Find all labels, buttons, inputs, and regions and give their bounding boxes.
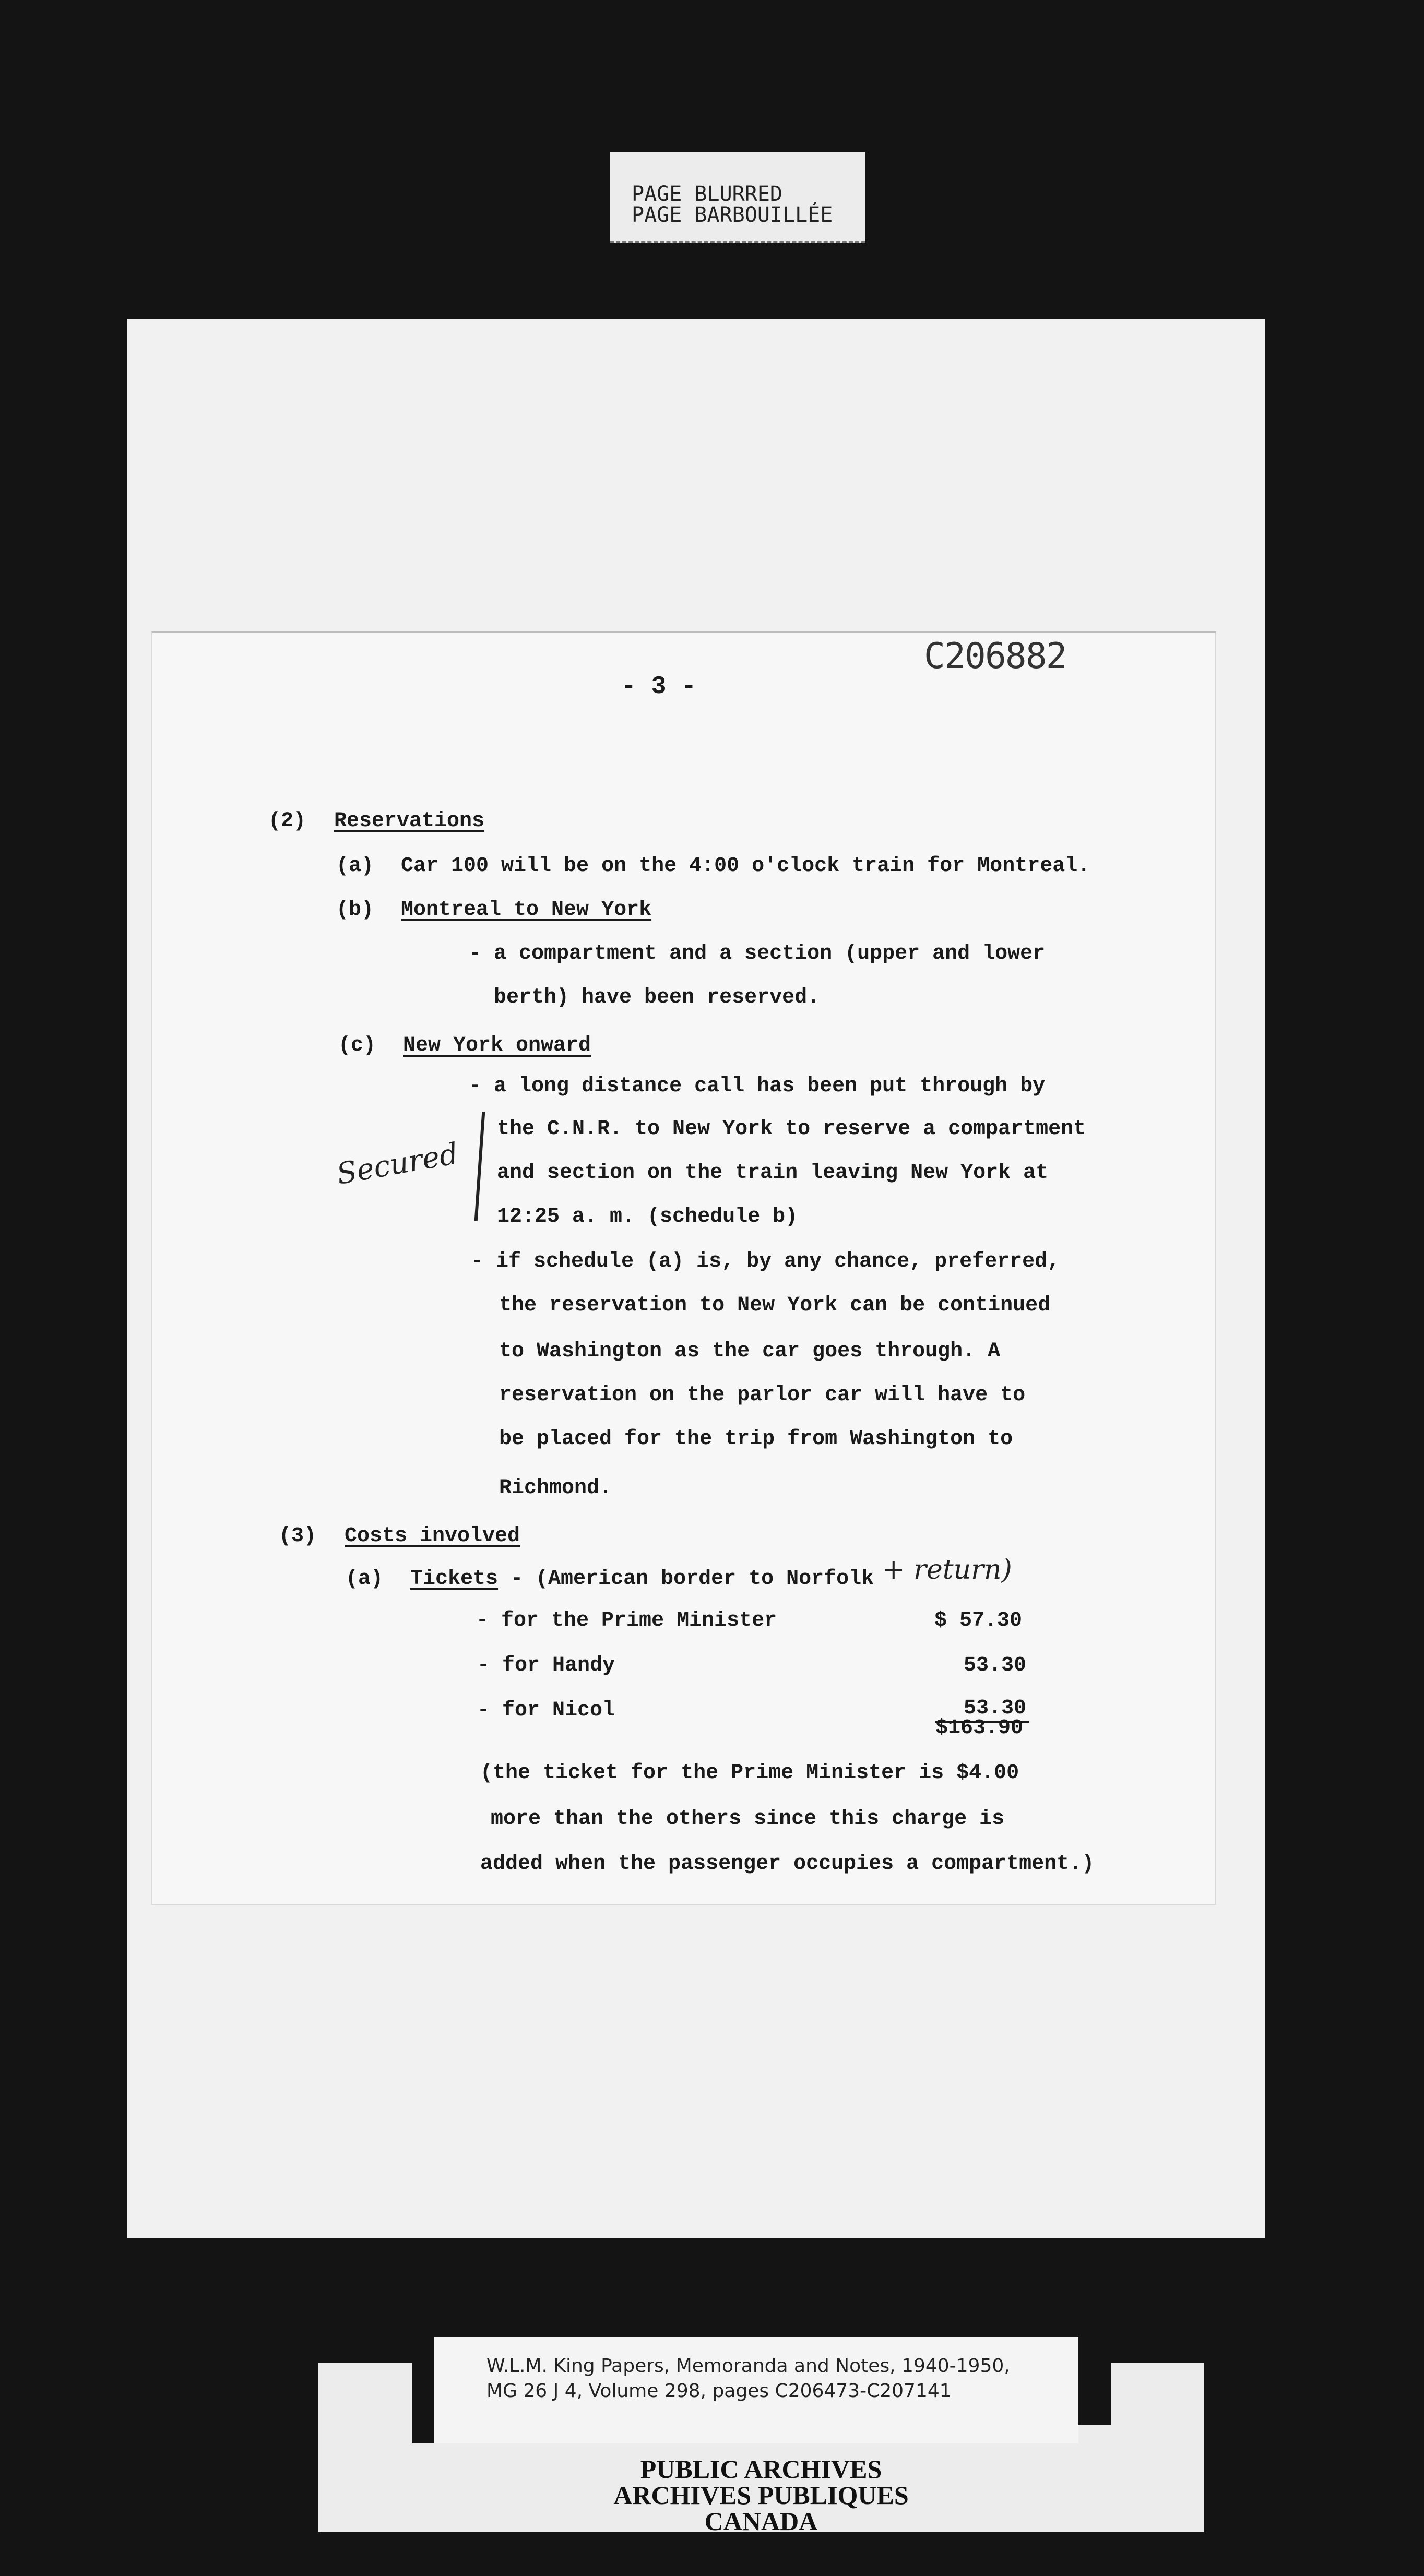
tickets-route: - (American border to Norfolk: [498, 1567, 874, 1591]
item-b-label: (b): [336, 898, 374, 922]
item-c-line-10: Richmond.: [499, 1476, 612, 1500]
item-c-line-8: reservation on the parlor car will have to: [499, 1384, 1026, 1407]
page-blurred-en: PAGE BLURRED: [632, 182, 782, 206]
item-a-text: Car 100 will be on the 4:00 o'clock train for Montreal.: [401, 854, 1090, 878]
item-c-line-4: 12:25 a. m. (schedule b): [497, 1205, 798, 1229]
handwritten-return: + return): [882, 1554, 1012, 1585]
cost-amount-handy: 53.30: [964, 1654, 1027, 1677]
cost-label-prime-minister: - for the Prime Minister: [476, 1609, 777, 1632]
note-line-3: added when the passenger occupies a compartment.): [480, 1852, 1095, 1876]
document-number: C206882: [924, 636, 1066, 677]
page-number: - 3 -: [621, 673, 697, 701]
cost-amount-prime-minister: $ 57.30: [934, 1609, 1023, 1632]
page-blurred-label: [610, 152, 865, 243]
cost-amount-nicol: 53.30: [964, 1697, 1027, 1720]
item-c-line-2: the C.N.R. to New York to reserve a compartment: [497, 1117, 1086, 1141]
item-c-line-7: to Washington as the car goes through. A: [499, 1340, 1001, 1363]
note-line-1: (the ticket for the Prime Minister is $4.00: [480, 1761, 1019, 1785]
section-2-number: (2): [268, 809, 306, 833]
tickets-label: (a): [346, 1567, 384, 1591]
tickets-heading: [410, 1568, 874, 1591]
stamp-line-2: ARCHIVES PUBLIQUES: [613, 2480, 909, 2510]
item-c-line-1: - a long distance call has been put through by: [469, 1075, 1046, 1098]
handwritten-secured: Secured: [334, 1137, 461, 1191]
section-2-title: Reservations: [334, 809, 485, 833]
page-blurred-fr: PAGE BARBOUILLÉE: [632, 203, 833, 227]
item-c-line-3: and section on the train leaving New York at: [497, 1161, 1049, 1185]
cost-total: $163.90: [935, 1716, 1024, 1740]
item-a-label: (a): [336, 854, 374, 878]
note-line-2: more than the others since this charge is: [491, 1807, 1005, 1831]
item-b-line-2: berth) have been reserved.: [494, 986, 820, 1009]
item-c-line-5: - if schedule (a) is, by any chance, preferred,: [471, 1250, 1060, 1273]
cost-label-nicol: - for Nicol: [477, 1699, 615, 1722]
cost-label-handy: - for Handy: [477, 1654, 615, 1677]
section-3-title: Costs involved: [345, 1524, 520, 1548]
item-c-line-6: the reservation to New York can be continued: [499, 1294, 1051, 1317]
tickets-title: Tickets: [410, 1567, 499, 1591]
item-c-title: New York onward: [403, 1034, 591, 1057]
archive-frame-right-gap: [1078, 2363, 1111, 2425]
stamp-line-1: PUBLIC ARCHIVES: [640, 2454, 882, 2484]
archive-reference-line-1: W.L.M. King Papers, Memoranda and Notes, 1940-1950,: [486, 2355, 1010, 2377]
item-b-line-1: - a compartment and a section (upper and lower: [469, 942, 1046, 965]
public-archives-stamp: [318, 2443, 1204, 2536]
archive-frame-left-gap: [412, 2363, 434, 2451]
archive-reference-label: [434, 2337, 1078, 2443]
item-c-line-9: be placed for the trip from Washington to: [499, 1427, 1013, 1451]
stamp-line-3: CANADA: [704, 2507, 818, 2536]
archive-reference-line-2: MG 26 J 4, Volume 298, pages C206473-C207141: [486, 2380, 952, 2402]
item-b-title: Montreal to New York: [401, 898, 652, 922]
item-c-label: (c): [338, 1034, 376, 1057]
section-3-number: (3): [279, 1524, 317, 1548]
